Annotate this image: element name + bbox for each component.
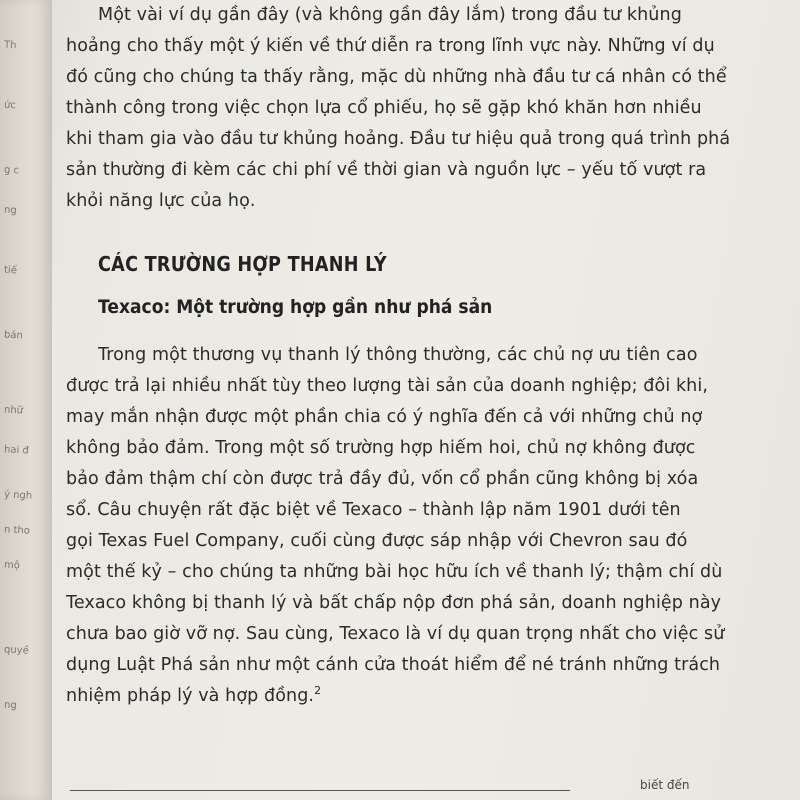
left-page-fragment: ng <box>3 699 17 712</box>
paragraph-line: một thế kỷ – cho chúng ta những bài học hữu ích về thanh lý; thậm chí dù <box>66 562 723 582</box>
footnote-marker[interactable]: 2 <box>314 684 322 698</box>
subsection-heading: Texaco: Một trường hợp gần như phá sản <box>98 296 493 318</box>
left-page-fragment: quyề <box>3 644 30 657</box>
paragraph-line: thành công trong việc chọn lựa cổ phiếu, họ sẽ gặp khó khăn hơn nhiều <box>66 98 702 118</box>
paragraph-line: may mắn nhận được một phần chia có ý nghĩa đến cả với những chủ nợ <box>66 407 703 427</box>
left-page-fragment: tiế <box>3 264 18 277</box>
paragraph-line: hoảng cho thấy một ý kiến về thứ diễn ra trong lĩnh vực này. Những ví dụ <box>66 36 715 56</box>
paragraph-line: sổ. Câu chuyện rất đặc biệt về Texaco – thành lập năm 1901 dưới tên <box>66 500 681 520</box>
left-page-fragment: g c <box>3 164 20 177</box>
left-page-fragment: nhữ <box>3 404 24 417</box>
paragraph-line: chưa bao giờ vỡ nợ. Sau cùng, Texaco là ví dụ quan trọng nhất cho việc sử <box>66 624 725 644</box>
paragraph-line: không bảo đảm. Trong một số trường hợp hiếm hoi, chủ nợ không được <box>66 438 696 458</box>
paragraph-line: sản thường đi kèm các chi phí về thời gian và nguồn lực – yếu tố vượt ra <box>66 160 707 180</box>
paragraph-line: bảo đảm thậm chí còn được trả đầy đủ, vốn cổ phần cũng không bị xóa <box>66 469 699 489</box>
left-page-fragment: ý ngh <box>3 489 33 502</box>
left-page-fragment: bán <box>3 329 24 342</box>
left-page-edge <box>0 0 52 800</box>
left-page-fragment: mộ <box>3 559 21 572</box>
section-heading: CÁC TRƯỜNG HỢP THANH LÝ <box>98 252 387 276</box>
left-page-fragment: Th <box>3 39 17 52</box>
paragraph-line: Một vài ví dụ gần đây (và không gần đây lắm) trong đầu tư khủng <box>98 5 682 25</box>
left-page-fragment: n tho <box>3 524 31 537</box>
texaco-paragraph <box>66 340 725 712</box>
paragraph-line: Texaco không bị thanh lý và bất chấp nộp đơn phá sản, doanh nghiệp này <box>66 593 722 613</box>
paragraph-line: khỏi năng lực của họ. <box>66 191 256 211</box>
paragraph-line: dụng Luật Phá sản như một cánh cửa thoát hiểm để né tránh những trách <box>66 655 721 675</box>
paragraph-line-last <box>66 681 716 712</box>
left-page-fragment: hai đ <box>3 444 30 457</box>
intro-paragraph <box>66 0 731 217</box>
paragraph-line: được trả lại nhiều nhất tùy theo lượng tài sản của doanh nghiệp; đôi khi, <box>66 376 708 396</box>
footnote-divider <box>70 790 570 791</box>
paragraph-line: gọi Texas Fuel Company, cuối cùng được sáp nhập với Chevron sau đó <box>66 531 688 551</box>
left-page-fragment: ức <box>3 99 17 112</box>
left-page-fragment: ng <box>3 204 17 217</box>
paragraph-line-text: nhiệm pháp lý và hợp đồng. <box>66 686 315 706</box>
paragraph-line: đó cũng cho chúng ta thấy rằng, mặc dù những nhà đầu tư cá nhân có thể <box>66 67 727 87</box>
paragraph-line: Trong một thương vụ thanh lý thông thường, các chủ nợ ưu tiên cao <box>98 345 698 365</box>
paragraph-line: khi tham gia vào đầu tư khủng hoảng. Đầu tư hiệu quả trong quá trình phá <box>66 129 731 149</box>
footer-fragment: biết đến <box>640 778 690 792</box>
